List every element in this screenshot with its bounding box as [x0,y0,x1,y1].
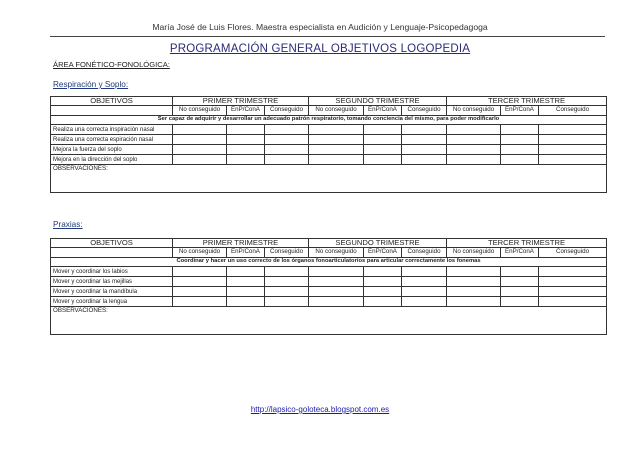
check-cell[interactable] [265,277,309,287]
subcol-enp-cona: EnP/ConA [501,248,539,258]
blank-cell [51,248,173,258]
objectives-table-respiracion [50,96,607,193]
check-cell[interactable] [402,297,447,307]
check-cell[interactable] [501,267,539,277]
objective-item: Mover y coordinar la lengua [51,297,173,307]
col-primer-trimestre: PRIMER TRIMESTRE [173,239,309,248]
check-cell[interactable] [501,277,539,287]
subcol-enp-cona: EnP/ConA [227,106,265,116]
general-goal: Coordinar y hacer un uso correcto de los órganos fonoarticulatorios para articular correctamente los fonemas [51,258,607,267]
objective-item: Mejora la fuerza del soplo [51,145,173,155]
check-cell[interactable] [364,125,402,135]
check-cell[interactable] [364,267,402,277]
check-cell[interactable] [501,145,539,155]
col-segundo-trimestre: SEGUNDO TRIMESTRE [309,239,447,248]
section-heading-praxias: Praxias: [53,220,83,229]
subcol-no-conseguido: No conseguido [309,106,364,116]
check-cell[interactable] [501,135,539,145]
check-cell[interactable] [447,297,501,307]
check-cell[interactable] [265,297,309,307]
check-cell[interactable] [501,125,539,135]
check-cell[interactable] [309,145,364,155]
check-cell[interactable] [447,145,501,155]
check-cell[interactable] [501,155,539,165]
col-tercer-trimestre: TERCER TRIMESTRE [447,239,607,248]
check-cell[interactable] [501,297,539,307]
check-cell[interactable] [265,155,309,165]
check-cell[interactable] [364,297,402,307]
subcol-enp-cona: EnP/ConA [364,248,402,258]
page-title: PROGRAMACIÓN GENERAL OBJETIVOS LOGOPEDIA [169,43,471,55]
header-rule [50,36,605,37]
check-cell[interactable] [227,145,265,155]
check-cell[interactable] [173,277,227,287]
check-cell[interactable] [539,125,607,135]
check-cell[interactable] [364,145,402,155]
observations-field[interactable]: OBSERVACIONES: [51,307,607,335]
col-primer-trimestre: PRIMER TRIMESTRE [173,97,309,106]
check-cell[interactable] [309,287,364,297]
check-cell[interactable] [173,155,227,165]
check-cell[interactable] [447,155,501,165]
observations-field[interactable]: OBSERVACIONES: [51,165,607,193]
check-cell[interactable] [309,125,364,135]
check-cell[interactable] [227,267,265,277]
check-cell[interactable] [265,135,309,145]
objective-item: Realiza una correcta inspiración nasal [51,125,173,135]
subcol-enp-cona: EnP/ConA [227,248,265,258]
check-cell[interactable] [309,135,364,145]
check-cell[interactable] [173,287,227,297]
document-header: María José de Luis Flores. Maestra especialista en Audición y Lenguaje-Psicopedagoga [152,22,488,32]
check-cell[interactable] [447,287,501,297]
check-cell[interactable] [402,277,447,287]
check-cell[interactable] [227,277,265,287]
subcol-conseguido: Conseguido [402,106,447,116]
check-cell[interactable] [309,155,364,165]
check-cell[interactable] [501,287,539,297]
check-cell[interactable] [227,297,265,307]
check-cell[interactable] [402,135,447,145]
check-cell[interactable] [539,277,607,287]
subcol-no-conseguido: No conseguido [173,248,227,258]
check-cell[interactable] [364,135,402,145]
check-cell[interactable] [265,145,309,155]
subcol-no-conseguido: No conseguido [173,106,227,116]
check-cell[interactable] [539,145,607,155]
col-tercer-trimestre: TERCER TRIMESTRE [447,97,607,106]
check-cell[interactable] [402,267,447,277]
check-cell[interactable] [265,125,309,135]
check-cell[interactable] [539,155,607,165]
subcol-enp-cona: EnP/ConA [501,106,539,116]
subcol-no-conseguido: No conseguido [447,106,501,116]
check-cell[interactable] [265,287,309,297]
col-objetivos: OBJETIVOS [51,239,173,248]
subcol-no-conseguido: No conseguido [309,248,364,258]
check-cell[interactable] [364,277,402,287]
col-segundo-trimestre: SEGUNDO TRIMESTRE [309,97,447,106]
check-cell[interactable] [173,135,227,145]
footer-link[interactable]: http://lapsico-goloteca.blogspot.com.es [250,405,390,414]
check-cell[interactable] [227,155,265,165]
subcol-conseguido: Conseguido [402,248,447,258]
check-cell[interactable] [173,267,227,277]
check-cell[interactable] [309,297,364,307]
check-cell[interactable] [447,135,501,145]
check-cell[interactable] [402,287,447,297]
check-cell[interactable] [227,135,265,145]
check-cell[interactable] [227,125,265,135]
check-cell[interactable] [227,287,265,297]
blank-cell [51,106,173,116]
objective-item: Mover y coordinar las mejillas [51,277,173,287]
check-cell[interactable] [447,267,501,277]
check-cell[interactable] [265,267,309,277]
check-cell[interactable] [173,145,227,155]
check-cell[interactable] [364,287,402,297]
objectives-table-praxias [50,238,607,335]
objective-item: Mejora en la dirección del soplo [51,155,173,165]
check-cell[interactable] [539,135,607,145]
check-cell[interactable] [539,267,607,277]
check-cell[interactable] [309,267,364,277]
check-cell[interactable] [173,125,227,135]
check-cell[interactable] [173,297,227,307]
area-heading: ÁREA FONÉTICO-FONOLÓGICA: [53,60,170,69]
col-objetivos: OBJETIVOS [51,97,173,106]
subcol-conseguido: Conseguido [539,106,607,116]
check-cell[interactable] [402,145,447,155]
check-cell[interactable] [402,125,447,135]
check-cell[interactable] [364,155,402,165]
general-goal: Ser capaz de adquirir y desarrollar un adecuado patrón respiratorio, tomando conciencia del mismo, para poder modificarlo [51,116,607,125]
subcol-enp-cona: EnP/ConA [364,106,402,116]
check-cell[interactable] [539,297,607,307]
subcol-conseguido: Conseguido [265,248,309,258]
subcol-conseguido: Conseguido [265,106,309,116]
objective-item: Mover y coordinar la mandíbula [51,287,173,297]
check-cell[interactable] [447,277,501,287]
subcol-no-conseguido: No conseguido [447,248,501,258]
objective-item: Realiza una correcta espiración nasal [51,135,173,145]
check-cell[interactable] [309,277,364,287]
objective-item: Mover y coordinar los labios [51,267,173,277]
section-heading-respiracion: Respiración y Soplo: [53,80,129,89]
check-cell[interactable] [539,287,607,297]
check-cell[interactable] [402,155,447,165]
check-cell[interactable] [447,125,501,135]
subcol-conseguido: Conseguido [539,248,607,258]
